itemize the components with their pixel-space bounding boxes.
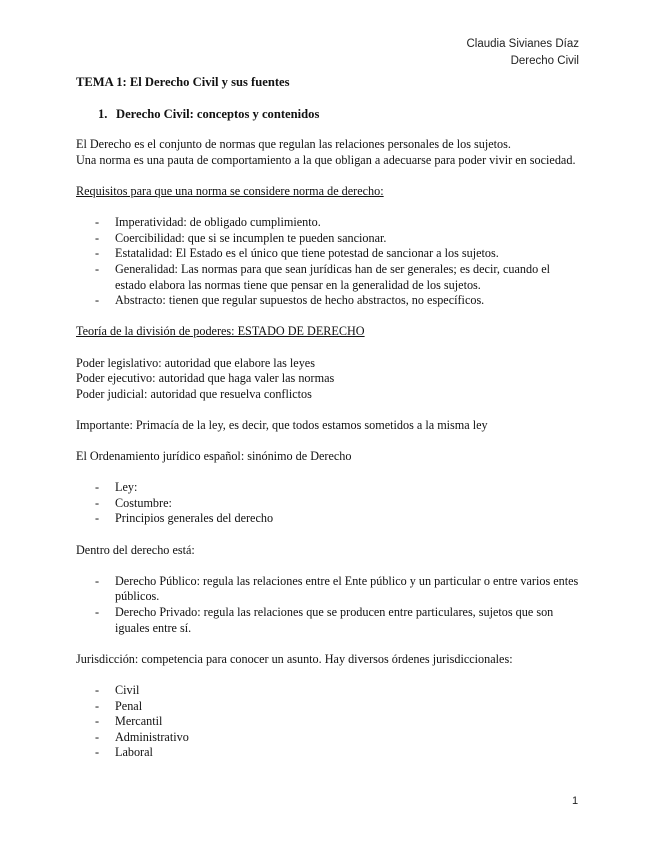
list-item: - Costumbre: [76, 496, 581, 512]
header-subject: Derecho Civil [510, 55, 579, 67]
list-item: - Administrativo [76, 730, 581, 746]
list-item: - Abstracto: tienen que regular supuestos de hecho abstractos, no específicos. [76, 293, 581, 309]
section-heading [98, 106, 581, 122]
list-item: - Imperatividad: de obligado cumplimiento. [76, 215, 581, 231]
ordenamiento-text: El Ordenamiento jurídico español: sinónimo de Derecho [76, 449, 352, 464]
teoria-heading: Teoría de la división de poderes: ESTADO DE DERECHO [76, 324, 365, 339]
section-title: Derecho Civil: conceptos y contenidos [116, 106, 320, 121]
list-item: - Estatalidad: El Estado es el único que tiene potestad de sancionar a los sujetos. [76, 246, 581, 262]
importante-text: Importante: Primacía de la ley, es decir, que todos estamos sometidos a la misma ley [76, 417, 488, 432]
document-title: TEMA 1: El Derecho Civil y sus fuentes [76, 75, 290, 89]
dentro-list [76, 574, 581, 636]
poder-legislativo: Poder legislativo: autoridad que elabore las leyes [76, 355, 315, 370]
requisitos-list [76, 215, 581, 309]
poder-judicial: Poder judicial: autoridad que resuelva conflictos [76, 386, 312, 401]
list-item: - Laboral [76, 745, 581, 761]
list-item: - Mercantil [76, 714, 581, 730]
list-item: - Penal [76, 699, 581, 715]
dentro-text: Dentro del derecho está: [76, 542, 195, 557]
list-item: - Derecho Privado: regula las relaciones que se producen entre particulares, sujetos que son iguales entre sí. [76, 605, 581, 636]
list-item: - Generalidad: Las normas para que sean jurídicas han de ser generales; es decir, cuando el estado elabora las normas tiene que pensar en la generalidad de los sujetos. [76, 262, 581, 293]
poder-ejecutivo: Poder ejecutivo: autoridad que haga valer las normas [76, 371, 335, 386]
jurisdiccion-text: Jurisdicción: competencia para conocer un asunto. Hay diversos órdenes jurisdiccionales: [76, 651, 513, 666]
header-author: Claudia Sivianes Díaz [466, 38, 579, 50]
requisitos-heading: Requisitos para que una norma se considere norma de derecho: [76, 183, 384, 198]
section-number: 1. [98, 106, 108, 121]
intro-line-2: Una norma es una pauta de comportamiento a la que obligan a adecuarse para poder vivir en sociedad. [76, 152, 576, 167]
document-body [76, 74, 581, 761]
list-item: - Ley: [76, 480, 581, 496]
ordenamiento-list [76, 480, 581, 527]
page-header [466, 36, 579, 70]
intro-line-1: El Derecho es el conjunto de normas que regulan las relaciones personales de los sujetos. [76, 137, 511, 152]
page-number: 1 [572, 795, 579, 807]
list-item: - Principios generales del derecho [76, 511, 581, 527]
jurisdiccion-list [76, 683, 581, 761]
list-item: - Civil [76, 683, 581, 699]
list-item: - Derecho Público: regula las relaciones entre el Ente público y un particular o entre varios entes públicos. [76, 574, 581, 605]
list-item: - Coercibilidad: que si se incumplen te pueden sancionar. [76, 231, 581, 247]
